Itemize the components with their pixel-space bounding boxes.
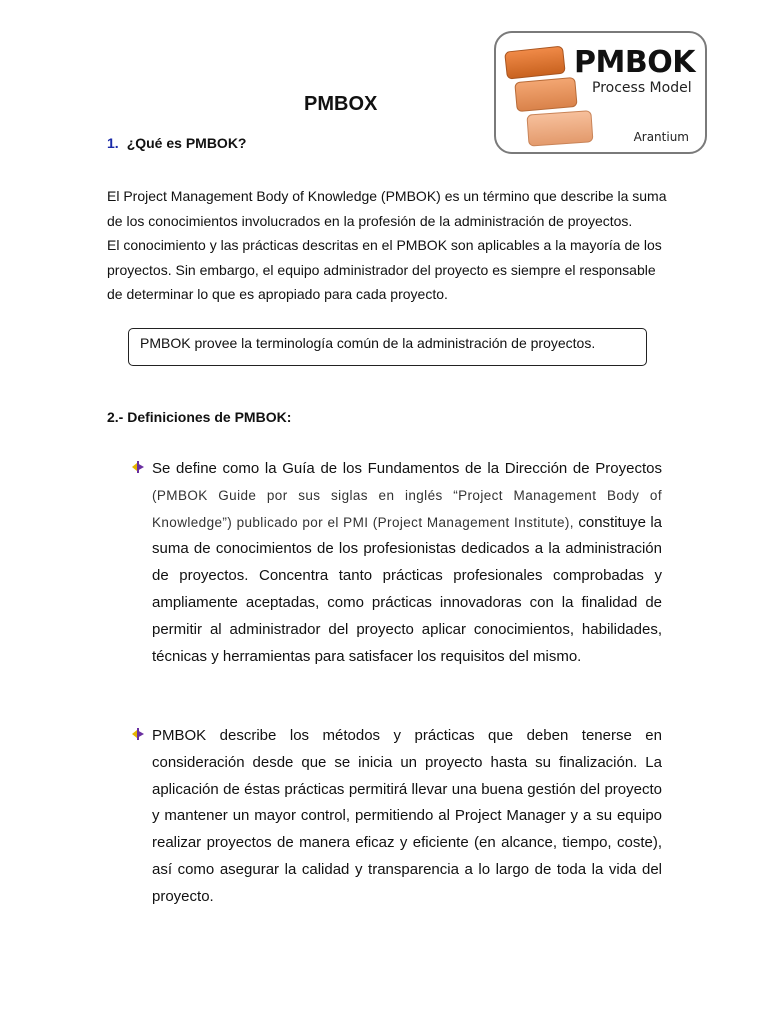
intro-text: [107, 184, 667, 307]
logo-brand: Arantium: [633, 130, 689, 144]
section-1-heading: [107, 135, 246, 151]
logo-title: PMBOK: [574, 45, 695, 80]
list-item: [130, 456, 662, 670]
intro-paragraph: El Project Management Body of Knowledge (PMBOK) es un término que describe la suma de los conocimientos involucrados en la profesión de la administración de proyectos.: [107, 188, 667, 229]
logo-subtitle: Process Model: [592, 80, 692, 96]
list-item: [130, 723, 662, 911]
bullet-note: (PMBOK Guide por sus siglas en inglés “Project Management Body of Knowledge”) publicado por el PMI (Project Management Institute),: [152, 487, 662, 530]
section-2-heading: 2.- Definiciones de PMBOK:: [107, 409, 292, 425]
intro-paragraph: El conocimiento y las prácticas descritas en el PMBOK son aplicables a la mayoría de los proyectos. Sin embargo, el equipo administrador del proyecto es siempre el responsable de determinar lo que es apropiado para cada proyecto.: [107, 237, 662, 303]
arrow-bullet-icon: [130, 726, 146, 742]
bullet-rest: constituye la suma de conocimientos de los profesionistas dedicados a la administración de proyectos. Concentra tanto prácticas profesionales comprobadas y ampliamente aceptadas, como prácticas innovadoras con la finalidad de permitir al administrador del proyecto aplicar conocimientos, habilidades, técnicas y herramientas para satisfacer los requisitos del mismo.: [152, 513, 662, 665]
page-title: PMBOX: [304, 93, 378, 115]
bullet-text: PMBOK describe los métodos y prácticas que deben tenerse en consideración desde que se inicia un proyecto hasta su finalización. La aplicación de éstas prácticas permitirá llevar una buena gestión del proyecto y mantener un mayor control, permitiendo al Project Manager y a su equipo realizar proyectos de manera eficaz y eficiente (en alcance, tiempo, coste), así como asegurar la calidad y transparencia a lo largo de toda la vida del proyecto.: [152, 727, 662, 905]
bullet-text: [152, 456, 662, 670]
arrow-bullet-icon: [130, 459, 146, 475]
bullet-lead: Se define como la Guía de los Fundamentos de la Dirección de Proyectos: [152, 460, 662, 477]
pmbok-logo: [494, 31, 707, 154]
callout-box: PMBOK provee la terminología común de la administración de proyectos.: [128, 328, 647, 366]
section-1-title: ¿Qué es PMBOK?: [126, 135, 247, 151]
section-1-number: 1.: [107, 135, 119, 151]
